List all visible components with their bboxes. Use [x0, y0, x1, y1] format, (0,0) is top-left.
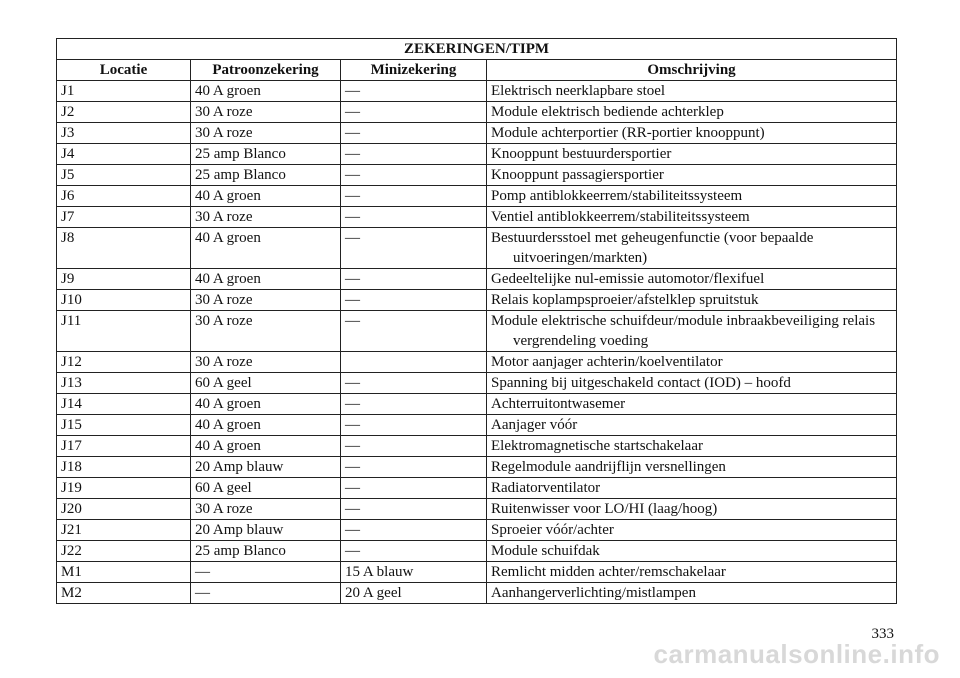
- page-number: 333: [871, 626, 894, 642]
- cell-description: [487, 415, 897, 436]
- cell-mini-fuse: —: [341, 478, 487, 499]
- cell-mini-fuse: —: [341, 415, 487, 436]
- table-row: [57, 228, 897, 269]
- cell-location: J8: [57, 228, 191, 269]
- cell-mini-fuse: 20 A geel: [341, 583, 487, 604]
- cell-cartridge-fuse: 60 A geel: [191, 478, 341, 499]
- cell-location: J1: [57, 81, 191, 102]
- cell-mini-fuse: —: [341, 499, 487, 520]
- table-row: [57, 373, 897, 394]
- cell-cartridge-fuse: 30 A roze: [191, 311, 341, 352]
- cell-mini-fuse: —: [341, 269, 487, 290]
- description-text: Pomp antiblokkeerrem/stabiliteitssysteem: [491, 188, 743, 204]
- table-row: [57, 415, 897, 436]
- watermark-logo: carmanualsonline.info: [653, 639, 940, 669]
- description-text: Radiatorventilator: [491, 480, 601, 496]
- table-row: [57, 269, 897, 290]
- description-text: Elektromagnetische startschakelaar: [491, 438, 703, 454]
- table-row: [57, 290, 897, 311]
- cell-mini-fuse: —: [341, 394, 487, 415]
- cell-location: J6: [57, 186, 191, 207]
- cell-description: [487, 165, 897, 186]
- description-text: Knooppunt passagiersportier: [491, 167, 664, 183]
- cell-description: [487, 269, 897, 290]
- cell-description: [487, 186, 897, 207]
- table-row: [57, 562, 897, 583]
- cell-description: [487, 102, 897, 123]
- cell-mini-fuse: —: [341, 457, 487, 478]
- cell-location: J17: [57, 436, 191, 457]
- table-row: [57, 394, 897, 415]
- table-row: [57, 436, 897, 457]
- fuse-table: [56, 38, 897, 604]
- cell-location: J19: [57, 478, 191, 499]
- table-row: [57, 457, 897, 478]
- table-row: [57, 583, 897, 604]
- table-row: [57, 102, 897, 123]
- cell-cartridge-fuse: 25 amp Blanco: [191, 144, 341, 165]
- table-header-row: [57, 60, 897, 81]
- description-text: Elektrisch neerklapbare stoel: [491, 83, 666, 99]
- cell-cartridge-fuse: 40 A groen: [191, 269, 341, 290]
- description-text: Relais koplampsproeier/afstelklep spruitstuk: [491, 292, 759, 308]
- description-text: Module elektrische schuifdeur/module inbraakbeveiliging relais vergrendeling voeding: [491, 313, 876, 349]
- cell-cartridge-fuse: 30 A roze: [191, 123, 341, 144]
- header-patroonzekering: Patroonzekering: [191, 60, 341, 81]
- cell-location: J9: [57, 269, 191, 290]
- table-row: [57, 541, 897, 562]
- description-text: Module elektrisch bediende achterklep: [491, 104, 724, 120]
- cell-location: J12: [57, 352, 191, 373]
- cell-description: [487, 457, 897, 478]
- table-row: [57, 144, 897, 165]
- cell-location: J20: [57, 499, 191, 520]
- cell-location: J10: [57, 290, 191, 311]
- cell-location: J15: [57, 415, 191, 436]
- cell-cartridge-fuse: 40 A groen: [191, 415, 341, 436]
- table-row: [57, 165, 897, 186]
- cell-mini-fuse: —: [341, 186, 487, 207]
- cell-location: J13: [57, 373, 191, 394]
- table-title: ZEKERINGEN/TIPM: [57, 39, 897, 60]
- header-locatie: Locatie: [57, 60, 191, 81]
- cell-description: [487, 478, 897, 499]
- cell-location: J14: [57, 394, 191, 415]
- cell-mini-fuse: —: [341, 102, 487, 123]
- table-row: [57, 478, 897, 499]
- cell-cartridge-fuse: 40 A groen: [191, 186, 341, 207]
- cell-cartridge-fuse: 25 amp Blanco: [191, 165, 341, 186]
- cell-cartridge-fuse: 20 Amp blauw: [191, 457, 341, 478]
- description-text: Spanning bij uitgeschakeld contact (IOD) – hoofd: [491, 375, 791, 391]
- cell-location: J21: [57, 520, 191, 541]
- cell-cartridge-fuse: 30 A roze: [191, 207, 341, 228]
- description-text: Motor aanjager achterin/koelventilator: [491, 354, 723, 370]
- cell-cartridge-fuse: 30 A roze: [191, 290, 341, 311]
- cell-mini-fuse: —: [341, 123, 487, 144]
- cell-cartridge-fuse: 30 A roze: [191, 499, 341, 520]
- cell-description: [487, 499, 897, 520]
- description-text: Ventiel antiblokkeerrem/stabiliteitssysteem: [491, 209, 750, 225]
- table-row: [57, 352, 897, 373]
- cell-description: [487, 520, 897, 541]
- header-omschrijving: Omschrijving: [487, 60, 897, 81]
- cell-description: [487, 228, 897, 269]
- cell-location: J2: [57, 102, 191, 123]
- cell-cartridge-fuse: 40 A groen: [191, 436, 341, 457]
- description-text: Gedeeltelijke nul-emissie automotor/flexifuel: [491, 271, 765, 287]
- cell-mini-fuse: —: [341, 144, 487, 165]
- header-minizekering: Minizekering: [341, 60, 487, 81]
- description-text: Regelmodule aandrijflijn versnellingen: [491, 459, 726, 475]
- cell-location: J22: [57, 541, 191, 562]
- cell-description: [487, 311, 897, 352]
- cell-cartridge-fuse: 30 A roze: [191, 352, 341, 373]
- cell-description: [487, 207, 897, 228]
- cell-cartridge-fuse: —: [191, 583, 341, 604]
- cell-mini-fuse: —: [341, 373, 487, 394]
- cell-cartridge-fuse: —: [191, 562, 341, 583]
- description-text: Knooppunt bestuurdersportier: [491, 146, 672, 162]
- description-text: Sproeier vóór/achter: [491, 522, 614, 538]
- cell-location: J11: [57, 311, 191, 352]
- table-row: [57, 499, 897, 520]
- cell-mini-fuse: —: [341, 541, 487, 562]
- cell-cartridge-fuse: 60 A geel: [191, 373, 341, 394]
- cell-mini-fuse: —: [341, 228, 487, 269]
- cell-description: [487, 541, 897, 562]
- cell-location: J7: [57, 207, 191, 228]
- table-row: [57, 186, 897, 207]
- table-row: [57, 123, 897, 144]
- cell-mini-fuse: —: [341, 165, 487, 186]
- cell-description: [487, 144, 897, 165]
- table-body: [57, 81, 897, 604]
- cell-mini-fuse: —: [341, 290, 487, 311]
- cell-mini-fuse: —: [341, 436, 487, 457]
- cell-description: [487, 290, 897, 311]
- cell-cartridge-fuse: 20 Amp blauw: [191, 520, 341, 541]
- cell-description: [487, 436, 897, 457]
- cell-location: J3: [57, 123, 191, 144]
- cell-mini-fuse: —: [341, 311, 487, 352]
- cell-cartridge-fuse: 40 A groen: [191, 228, 341, 269]
- cell-cartridge-fuse: 30 A roze: [191, 102, 341, 123]
- description-text: Ruitenwisser voor LO/HI (laag/hoog): [491, 501, 718, 517]
- cell-mini-fuse: [341, 352, 487, 373]
- description-text: Bestuurdersstoel met geheugenfunctie (voor bepaalde uitvoeringen/markten): [491, 230, 814, 266]
- cell-cartridge-fuse: 40 A groen: [191, 394, 341, 415]
- cell-description: [487, 123, 897, 144]
- table-row: [57, 311, 897, 352]
- cell-mini-fuse: 15 A blauw: [341, 562, 487, 583]
- cell-description: [487, 373, 897, 394]
- description-text: Aanjager vóór: [491, 417, 578, 433]
- description-text: Achterruitontwasemer: [491, 396, 626, 412]
- cell-description: [487, 81, 897, 102]
- cell-mini-fuse: —: [341, 81, 487, 102]
- cell-location: M2: [57, 583, 191, 604]
- cell-mini-fuse: —: [341, 207, 487, 228]
- cell-location: M1: [57, 562, 191, 583]
- table-row: [57, 81, 897, 102]
- description-text: Module achterportier (RR-portier knooppunt): [491, 125, 765, 141]
- cell-location: J18: [57, 457, 191, 478]
- cell-location: J5: [57, 165, 191, 186]
- cell-description: [487, 394, 897, 415]
- cell-description: [487, 352, 897, 373]
- description-text: Remlicht midden achter/remschakelaar: [491, 564, 726, 580]
- cell-description: [487, 583, 897, 604]
- table-row: [57, 520, 897, 541]
- cell-cartridge-fuse: 40 A groen: [191, 81, 341, 102]
- cell-mini-fuse: —: [341, 520, 487, 541]
- cell-description: [487, 562, 897, 583]
- table-row: [57, 207, 897, 228]
- cell-cartridge-fuse: 25 amp Blanco: [191, 541, 341, 562]
- description-text: Module schuifdak: [491, 543, 600, 559]
- cell-location: J4: [57, 144, 191, 165]
- description-text: Aanhangerverlichting/mistlampen: [491, 585, 696, 601]
- table-title-row: [57, 39, 897, 60]
